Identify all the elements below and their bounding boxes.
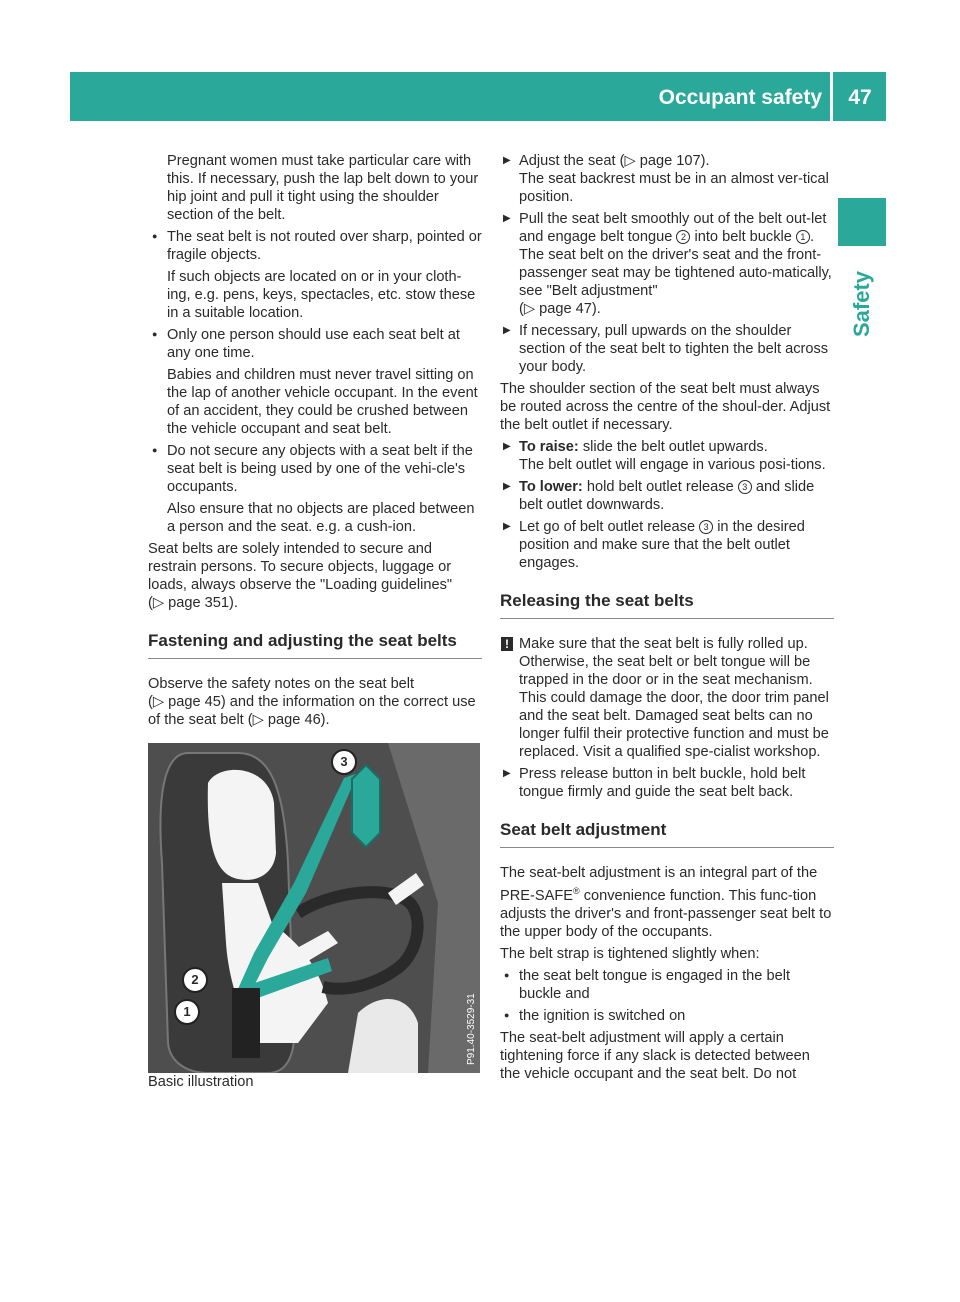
exclamation-icon: !	[501, 637, 513, 651]
action-step: ▶ To raise: slide the belt outlet upwards. The belt outlet will engage in various posi-tions.	[500, 438, 834, 474]
action-step: ▶ Let go of belt outlet release 3 in the desired position and make sure that the belt outlet engages.	[500, 518, 834, 572]
callout-ref-2: 2	[676, 230, 690, 244]
action-step: ▶ Pull the seat belt smoothly out of the belt out-let and engage belt tongue 2 into belt buckle 1 . The seat belt on the driver's seat and the front-passenger seat may be tightened auto-matically, see "Belt adjustment" (▷ page 47).	[500, 210, 834, 318]
bullet-item: ● The seat belt is not routed over sharp, pointed or fragile objects.	[148, 228, 482, 264]
callout-ref-3: 3	[699, 520, 713, 534]
paragraph: The shoulder section of the seat belt must always be routed across the centre of the shoul-der. Adjust the belt outlet if necessary.	[500, 381, 831, 433]
page-reference-link[interactable]: (▷ page 47).	[519, 301, 601, 317]
action-step: ▶ Adjust the seat (▷ page 107). The seat backrest must be in an almost ver-tical position.	[500, 152, 834, 206]
paragraph: Observe the safety notes on the seat belt (▷ page 45) and the information on the correct use of the seat belt (▷ page 46).	[148, 676, 476, 728]
illustration-svg	[148, 743, 480, 1073]
paragraph: If such objects are located on or in your cloth-ing, e.g. pens, keys, spectacles, etc. stow these in a suitable location.	[167, 269, 476, 321]
seat-belt-illustration	[148, 743, 480, 1073]
callout-ref-1: 1	[796, 230, 810, 244]
paragraph: The seat-belt adjustment is an integral part of the PRE-SAFE® convenience function. This func-tion adjusts the driver's and front-passenger seat belt to the upper body of the occupants.	[500, 865, 832, 940]
callout-marker: 1	[174, 999, 200, 1025]
callout-marker: 2	[182, 967, 208, 993]
bullet-item: ● the seat belt tongue is engaged in the belt buckle and	[500, 967, 834, 1003]
section-heading: Seat belt adjustment	[500, 819, 834, 848]
bullet-item: ● Only one person should use each seat belt at any one time.	[148, 326, 482, 362]
section-tab-marker	[838, 198, 886, 246]
section-heading: Releasing the seat belts	[500, 590, 834, 619]
page-reference-link[interactable]: (▷ page 351).	[148, 595, 238, 611]
paragraph: The belt strap is tightened slightly when:	[500, 945, 760, 962]
section-tab-label: Safety	[849, 270, 874, 338]
paragraph: Also ensure that no objects are placed between a person and the seat. e.g. a cush-ion.	[167, 501, 475, 535]
page-number: 47	[848, 86, 872, 109]
right-column	[500, 152, 834, 1087]
figure-code: P91.40-3529-31	[466, 993, 477, 1065]
paragraph: The seat-belt adjustment will apply a certain tightening force if any slack is detected between the vehicle occupant and the seat belt. Do not	[500, 1029, 810, 1082]
paragraph: Babies and children must never travel sitting on the lap of another vehicle occupant. In the event of an accident, they could be crushed between the vehicle occupant and seat belt.	[167, 367, 478, 437]
callout-marker: 3	[331, 749, 357, 775]
action-step: ▶ If necessary, pull upwards on the shoulder section of the seat belt to tighten the belt across your body.	[500, 322, 834, 376]
figure-caption: Basic illustration	[148, 1074, 254, 1090]
bullet-item: ● the ignition is switched on	[500, 1007, 834, 1025]
paragraph: Pregnant women must take particular care with this. If necessary, push the lap belt down to your hip joint and pull it tight using the shoulder section of the belt.	[167, 153, 479, 223]
left-column	[148, 152, 482, 1095]
action-step: ▶ Press release button in belt buckle, hold belt tongue firmly and guide the seat belt back.	[500, 765, 834, 801]
action-step: ▶ To lower: hold belt outlet release 3 and slide belt outlet downwards.	[500, 478, 834, 514]
section-heading: Fastening and adjusting the seat belts	[148, 630, 482, 659]
chapter-title: Occupant safety	[658, 86, 822, 109]
callout-ref-3: 3	[738, 480, 752, 494]
paragraph: Seat belts are solely intended to secure and restrain persons. To secure objects, luggage or loads, always observe the "Loading guidelines" (▷ page 351).	[148, 541, 453, 611]
bullet-item: ● Do not secure any objects with a seat belt if the seat belt is being used by one of the vehi-cle's occupants.	[148, 442, 482, 496]
warning-note: ! Make sure that the seat belt is fully rolled up. Otherwise, the seat belt or belt tongue will be trapped in the door or in the seat mechanism. This could damage the door, the door trim panel and the seat belt. Damaged seat belts can no longer fulfil their protective function and must be replaced. Visit a qualified spe-cialist workshop.	[500, 635, 834, 761]
header-divider	[830, 72, 833, 121]
page-reference-link[interactable]: (▷ page 45) and the information on the correct use of the seat belt (▷ page 46).	[148, 694, 476, 728]
